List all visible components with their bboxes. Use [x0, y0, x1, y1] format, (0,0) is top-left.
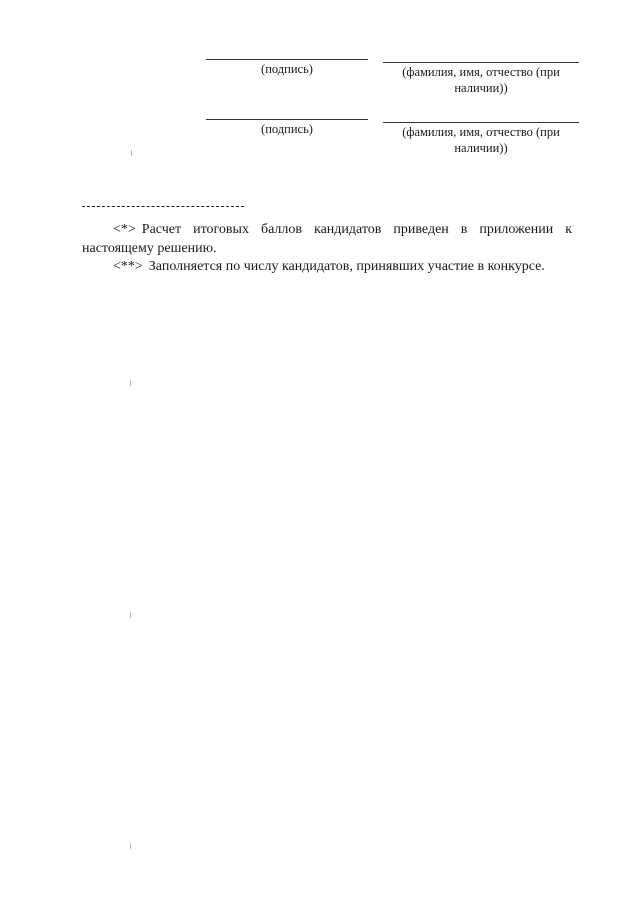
name-caption-line2: наличии))	[454, 141, 508, 155]
scan-mark	[130, 843, 131, 849]
name-caption-line1: (фамилия, имя, отчество (при	[402, 65, 560, 79]
signature-caption: (подпись)	[261, 62, 313, 76]
footnote-text: Заполняется по числу кандидатов, принявших участие в конкурсе.	[148, 259, 545, 274]
footnote-text: Расчет итоговых баллов кандидатов приведен в приложении к настоящему решению.	[82, 222, 572, 256]
footnote-marker: <**>	[113, 259, 143, 274]
signature-line	[206, 59, 368, 60]
footnote-separator	[82, 206, 244, 207]
name-line	[383, 122, 579, 123]
name-line	[383, 62, 579, 63]
scan-mark	[130, 612, 131, 618]
name-caption-line1: (фамилия, имя, отчество (при	[402, 125, 560, 139]
name-caption-line2: наличии))	[454, 81, 508, 95]
footnote-2	[82, 258, 572, 277]
footnote-1	[82, 221, 572, 258]
scan-mark	[130, 380, 131, 386]
signature-caption: (подпись)	[261, 122, 313, 136]
footnote-marker: <*>	[113, 222, 136, 237]
scan-mark	[131, 150, 132, 156]
signature-line	[206, 119, 368, 120]
